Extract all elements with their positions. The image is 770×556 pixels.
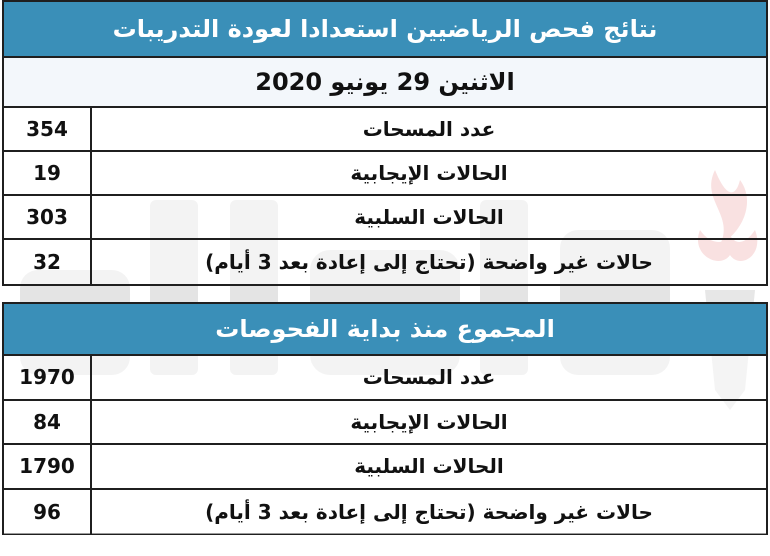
table-row xyxy=(4,240,766,284)
daily-results-title: نتائج فحص الرياضيين استعدادا لعودة التدريبات xyxy=(4,2,766,58)
table-row xyxy=(4,356,766,401)
table-row xyxy=(4,401,766,446)
row-label: حالات غير واضحة (تحتاج إلى إعادة بعد 3 أيام) xyxy=(90,240,766,284)
row-value: 19 xyxy=(4,152,90,194)
row-label: الحالات الإيجابية xyxy=(90,152,766,194)
row-value: 1970 xyxy=(4,356,90,399)
row-label: الحالات السلبية xyxy=(90,196,766,238)
row-label: عدد المسحات xyxy=(90,108,766,150)
row-label: عدد المسحات xyxy=(90,356,766,399)
row-value: 354 xyxy=(4,108,90,150)
daily-results-table xyxy=(2,0,768,286)
row-value: 1790 xyxy=(4,445,90,488)
cumulative-results-table xyxy=(2,302,768,535)
table-row xyxy=(4,445,766,490)
row-label: الحالات الإيجابية xyxy=(90,401,766,444)
row-label: حالات غير واضحة (تحتاج إلى إعادة بعد 3 أيام) xyxy=(90,490,766,535)
results-date: الاثنين 29 يونيو 2020 xyxy=(4,58,766,108)
cumulative-results-title: المجموع منذ بداية الفحوصات xyxy=(4,304,766,356)
row-value: 32 xyxy=(4,240,90,284)
row-value: 303 xyxy=(4,196,90,238)
row-label: الحالات السلبية xyxy=(90,445,766,488)
table-row xyxy=(4,108,766,152)
row-value: 84 xyxy=(4,401,90,444)
table-row xyxy=(4,490,766,535)
row-value: 96 xyxy=(4,490,90,535)
table-row xyxy=(4,196,766,240)
table-row xyxy=(4,152,766,196)
